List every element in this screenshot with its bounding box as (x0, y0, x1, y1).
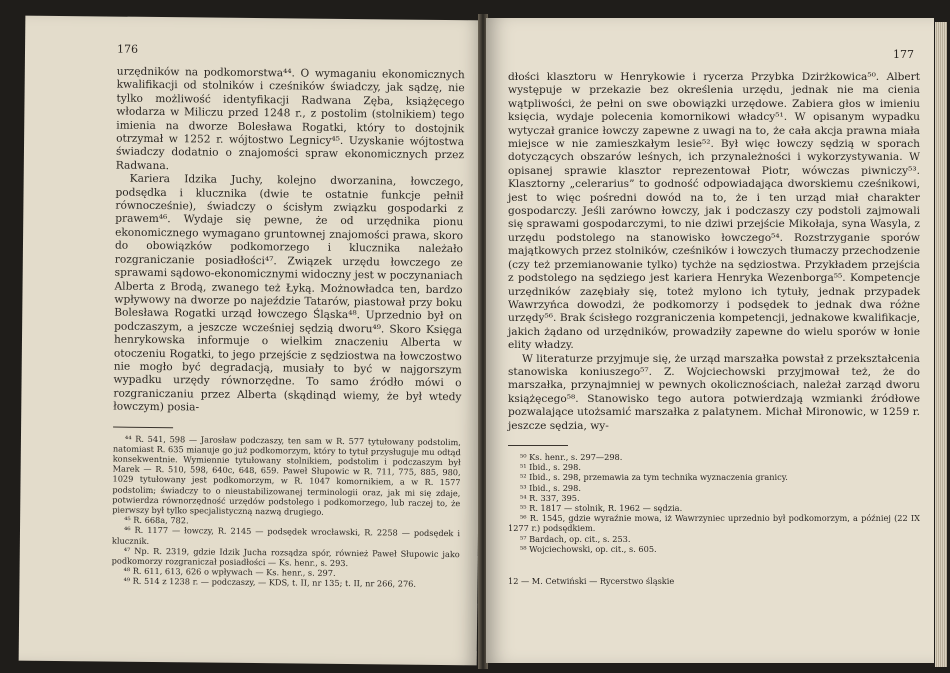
signature-line: 12 — M. Cetwiński — Rycerstwo śląskie (508, 576, 675, 586)
footnote: ⁴⁴ R. 541, 598 — Jarosław podczaszy, ten sam w R. 577 tytułowany podstolim, natomiast R. 635 mianuje go już podkomorzym, który to tytuł przysługuje mu odtąd konsekwentnie. Wymiennie tytułowany stolnikiem, podstolim i podczaszym był Marek — R. 510, 598, 640c, 648, 659. Paweł Słupowic w R. 711, 775, 885, 980, 1029 tytułowany jest podkomorzym, w R. 1047 komornikiem, a w R. 1577 podstolim; świadczy to o nieustabilizowanej terminologii oraz, jak mi się zdaje, potwierdza równorzędność urzędów podstolego i podkomorzego, lub raczej to, że pierwszy był tylko specjalistyczną nazwą drugiego. (112, 433, 462, 517)
footnote: ⁵⁷ Bardach, op. cit., s. 253. (520, 533, 631, 544)
footnote-rule (508, 445, 568, 446)
footnotes (111, 433, 461, 590)
paragraph: dłości klasztoru w Henrykowie i rycerza Przybka Dzirżkowica⁵⁰. Albert występuje w przekazie bez określenia urzędu, jednak nie ma cienia wątpliwości, że pełni on swe obowiązki urzędowe. Zabiera głos w imieniu księcia, wydaje polecenia komornikowi władcy⁵¹. W opisanym wypadku wytyczał granice łowczy zapewne z uwagi na to, że cała akcja prawna miała miejsce w nie zamieszkałym lesie⁵². Był więc łowczy sędzią w sporach dotyczących obszarów leśnych, ich przynależności i wykorzystywania. W opisanej sprawie klasztor reprezentował Piotr, wówczas piwniczy⁵³. Klasztorny „celerarius” to godność odpowiadająca dworskiemu cześnikowi, jest to więc pośredni dowód na to, że i ten urząd miał charakter gospodarczy. Jeśli zarówno łowczy, jak i podczaszy czy podstoli zajmowali się sprawami gospodarczymi, to nie dziwi przejście Mikołaja, syna Wasyla, z urzędu podstolego na stanowisko łowczego⁵⁴. Rozstrzyganie sporów majątkowych przez stolników, cześników i łowczych tłumaczy przechodzenie (czy też przemianowanie tylko) tychże na sędziostwa. Przykładem przejścia z podstolego na sędziego jest kariera Henryka Wezenborga⁵⁵. Kompetencje urzędników zazębiały się, toteż mylono ich tytuły, jednak przypadek Wawrzyńca dowodzi, że podkomorzy i podsędek to jednak dwa różne urzędy⁵⁶. Brak ścisłego rozgraniczenia kompetencji, jednakowe kwalifikacje, jakich żądano od urzędników, prowadziły zapewne do wielu sporów w łonie elity władzy. (508, 71, 920, 352)
footnote: ⁴⁶ R. 1177 — łowczy, R. 2145 — podsędek wrocławski, R. 2258 — podsędek i klucznik. (111, 525, 461, 546)
footnote: ⁵⁵ R. 1817 — stolnik, R. 1962 — sędzia. (520, 502, 683, 513)
page-number: 177 (893, 48, 914, 61)
footnote: ⁵⁶ R. 1545, gdzie wyraźnie mowa, iż Wawrzyniec uprzednio był podkomorzym, a później (22 IX 1277 r.) podsędkiem. (508, 513, 920, 534)
page-edges (935, 22, 947, 667)
footnote: ⁵¹ Ibid., s. 298. (520, 462, 581, 473)
footnote: ⁴⁷ Np. R. 2319, gdzie Idzik Jucha rozsądza spór, również Paweł Słupowic jako podkomorzy rozgraniczał posiadłości — Ks. henr., s. 293. (111, 545, 460, 569)
footnote: ⁵³ Ibid., s. 298. (520, 482, 581, 493)
footnotes (508, 452, 920, 554)
page-number: 176 (116, 42, 139, 56)
footnote: ⁴⁸ R. 611, 613, 626 o wpływach — Ks. henr., s. 297. (123, 565, 336, 579)
left-page (19, 16, 484, 666)
paragraph: urzędników na podkomorstwa⁴⁴. O wymaganiu ekonomicznych kwalifikacji od stolników i cześników świadczy, jak sądzę, nie tylko możliwość identyfikacji Radwana Zęba, książęcego włodarza w Miliczu przed 1248 r., z postolim (stolnikiem) tego imienia na dworze Bolesława Rogatki, który to dostojnik otrzymał w 1252 r. wójtostwo Legnicy⁴⁵. Uzyskanie wójtostwa świadczy dodatnio o znajomości spraw ekonomicznych przez Radwana. (115, 65, 465, 172)
footnote: ⁵² Ibid., s. 298, przemawia za tym technika wyznaczenia granicy. (520, 472, 788, 483)
body-text (113, 66, 465, 418)
footnote: ⁴⁵ R. 668a, 782. (124, 514, 189, 526)
footnote-rule (113, 426, 173, 428)
footnote: ⁵⁴ R. 337, 395. (520, 492, 580, 503)
body-text (508, 71, 920, 433)
footnote: ⁵⁸ Wojciechowski, op. cit., s. 605. (520, 543, 657, 554)
footnote: ⁴⁹ R. 514 z 1238 r. — podczaszy, — KDS, t. II, nr 135; t. II, nr 266, 276. (123, 576, 417, 590)
paragraph: Kariera Idzika Juchy, kolejno dworzanina, łowczego, podsędka i klucznika (dwie te ostatnie funkcje pełnił równocześnie), świadczy o ścisłym związku gospodarki z prawem⁴⁶. Wydaje się pewne, że od urzędnika pionu ekonomicznego wymagano gruntownej znajomości prawa, skoro do obowiązków podkomorzego i klucznika należało rozgraniczanie posiadłości⁴⁷. Związek urzędu łowczego ze sprawami sądowo-ekonomicznymi widoczny jest w poczynaniach Alberta z Brodą, zwanego też Łyką. Możnowładca ten, bardzo wpływowy na dworze po najeździe Tatarów, piastował przy boku Bolesława Rogatki urząd łowczego Śląska⁴⁸. Uprzednio był on podczaszym, a jeszcze wcześniej sędzią dworu⁴⁹. Skoro Księga henrykowska informuje o wielkim znaczeniu Alberta w otoczeniu Rogatki, to jego przejście z sędziostwa na łowczostwo nie mogło być degradacją, musiały to być w najgorszym wypadku urzędy równorzędne. To samo źródło mówi o rozgraniczaniu przez Alberta (skądinąd wiemy, że był wtedy łowczym) posia- (113, 172, 464, 414)
paragraph: W literaturze przyjmuje się, że urząd marszałka powstał z przekształcenia stanowiska koniuszego⁵⁷. Z. Wojciechowski przyjmował też, że do marszałka, przynajmniej w pewnych okolicznościach, należał zarząd dworu książęcego⁵⁸. Stanowisko tego autora potwierdzają wzmianki źródłowe pozwalające utożsamić marszałka z palatynem. Michał Mironowic, w 1259 r. jeszcze sędzia, wy- (508, 352, 920, 432)
footnote: ⁵⁰ Ks. henr., s. 297—298. (520, 451, 623, 462)
right-page (486, 18, 934, 663)
